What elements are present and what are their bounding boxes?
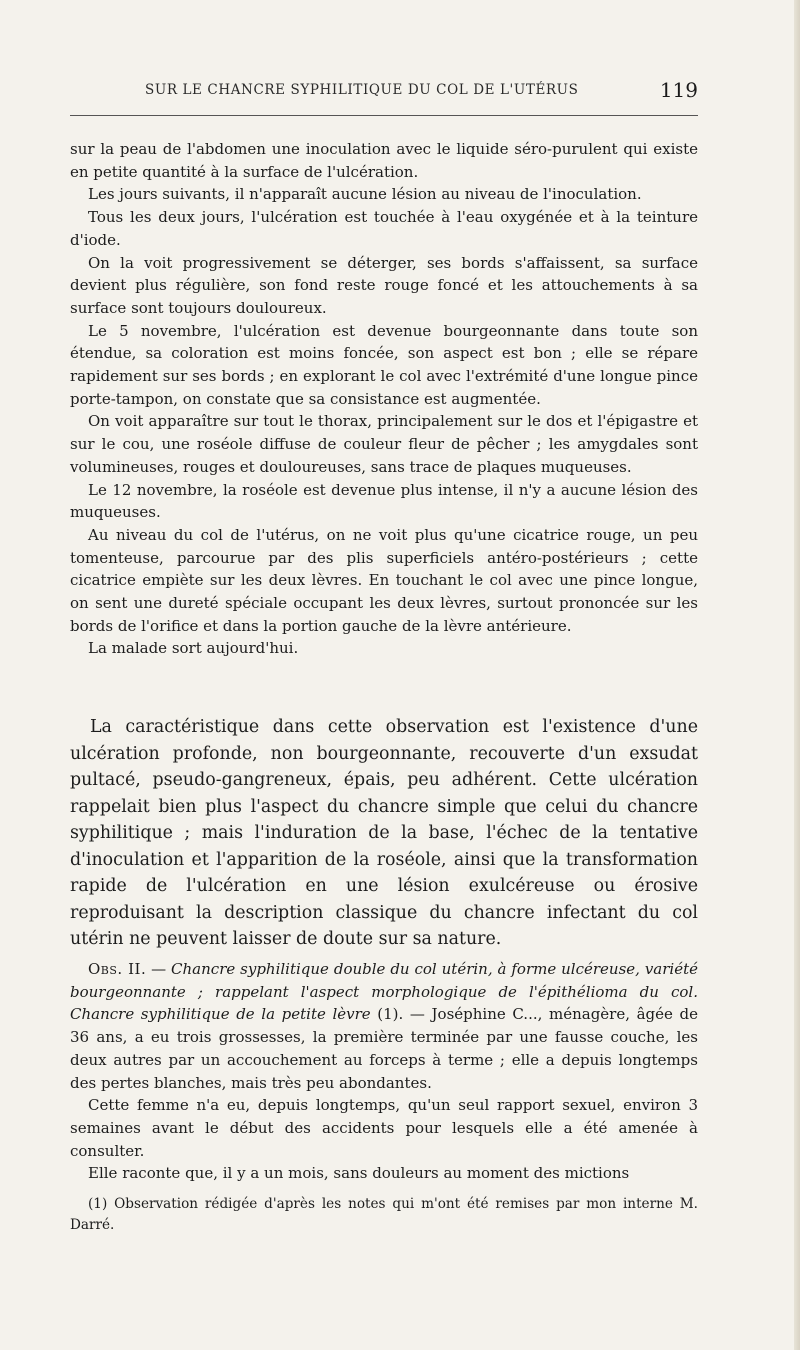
paragraph: Le 5 novembre, l'ulcération est devenue bourgeonnante dans toute son étendue, sa coloration est moins foncée, son aspect est bon ; elle se répare rapidement sur ses bords ; en explorant le col avec l'extrémité d'une longue pince porte-tampon, on constate que sa consistance est augmentée. bbox=[70, 321, 698, 408]
footnote bbox=[70, 1194, 698, 1235]
page-number: 119 bbox=[659, 78, 698, 102]
paragraph: La malade sort aujourd'hui. bbox=[88, 639, 299, 658]
observation-heading bbox=[70, 958, 698, 1094]
observation-section bbox=[70, 958, 698, 1185]
commentary-paragraph: La caractéristique dans cette observation est l'existence d'une ulcération profonde, non bourgeonnante, recouverte d'un exsudat pultacé, pseudo-gangreneux, épais, peu adhérent. Cette ulcération rappelait bien plus l'aspect du chancre simple que celui du chancre syphilitique ; mais l'induration de la base, l'échec de la tentative d'inoculation et l'apparition de la roséole, ainsi que la transformation rapide de l'ulcération en une lésion exulcéreuse ou érosive reproduisant la description classique du chancre infectant du col utérin ne peuvent laisser de doute sur sa nature. bbox=[70, 717, 698, 949]
paragraph: On la voit progressivement se déterger, ses bords s'affaissent, sa surface devient plus régulière, son fond reste rouge foncé et les attouchements à sa surface sont toujours douloureux. bbox=[70, 253, 698, 317]
header-rule bbox=[70, 115, 698, 116]
paragraph: Tous les deux jours, l'ulcération est touchée à l'eau oxygénée et à la teinture d'iode. bbox=[70, 208, 698, 249]
commentary-text bbox=[70, 714, 698, 953]
observation-label: Obs. II. bbox=[88, 960, 147, 978]
observation-dash: — bbox=[146, 960, 172, 978]
paragraph: Elle raconte que, il y a un mois, sans douleurs au moment des mictions bbox=[88, 1164, 630, 1183]
paragraph: On voit apparaître sur tout le thorax, principalement sur le dos et l'épigastre et sur le cou, une roséole diffuse de couleur fleur de pêcher ; les amygdales sont volumineuses, rouges et douloureuses, sans trace de plaques muqueuses. bbox=[70, 412, 698, 476]
observation-intro: — Joséphine C..., ménagère, âgée de 36 ans, a eu trois grossesses, la première terminée par une fausse couche, les deux autres par un accouchement au forceps à terme ; elle a depuis longtemps des pertes blanches, mais très peu abondantes. bbox=[70, 1005, 698, 1092]
footnote-text: (1) Observation rédigée d'après les notes qui m'ont été remises par mon interne M. Darré. bbox=[70, 1196, 698, 1233]
paragraph: Cette femme n'a eu, depuis longtemps, qu'un seul rapport sexuel, environ 3 semaines avant le début des accidents pour lesquels elle a été amenée à consulter. bbox=[70, 1096, 698, 1160]
paragraph: sur la peau de l'abdomen une inoculation avec le liquide séro-purulent qui existe en petite quantité à la surface de l'ulcération. bbox=[70, 140, 698, 181]
observation-title: Chancre syphilitique double du col utérin, à forme ulcéreuse, variété bourgeonnante ; rappelant l'aspect morphologique de l'épithélioma du col. Chancre syphilitique de la petite lèvre bbox=[70, 960, 698, 1024]
footnote-reference: (1). bbox=[370, 1005, 404, 1024]
paragraph: Au niveau du col de l'utérus, on ne voit plus qu'une cicatrice rouge, un peu tomenteuse, parcourue par des plis superficiels antéro-postérieurs ; cette cicatrice empiète sur les deux lèvres. En touchant le col avec une pince longue, on sent une dureté spéciale occupant les deux lèvres, surtout prononcée sur les bords de l'orifice et dans la portion gauche de la lèvre antérieure. bbox=[70, 525, 698, 635]
paragraph: Les jours suivants, il n'apparaît aucune lésion au niveau de l'inoculation. bbox=[88, 185, 642, 204]
running-title: SUR LE CHANCRE SYPHILITIQUE DU COL DE L'UTÉRUS bbox=[145, 82, 579, 98]
page-header bbox=[70, 78, 700, 108]
paragraph: Le 12 novembre, la roséole est devenue plus intense, il n'y a aucune lésion des muqueuses. bbox=[70, 480, 698, 522]
page-edge bbox=[794, 0, 800, 1350]
case-report-text bbox=[70, 138, 698, 660]
